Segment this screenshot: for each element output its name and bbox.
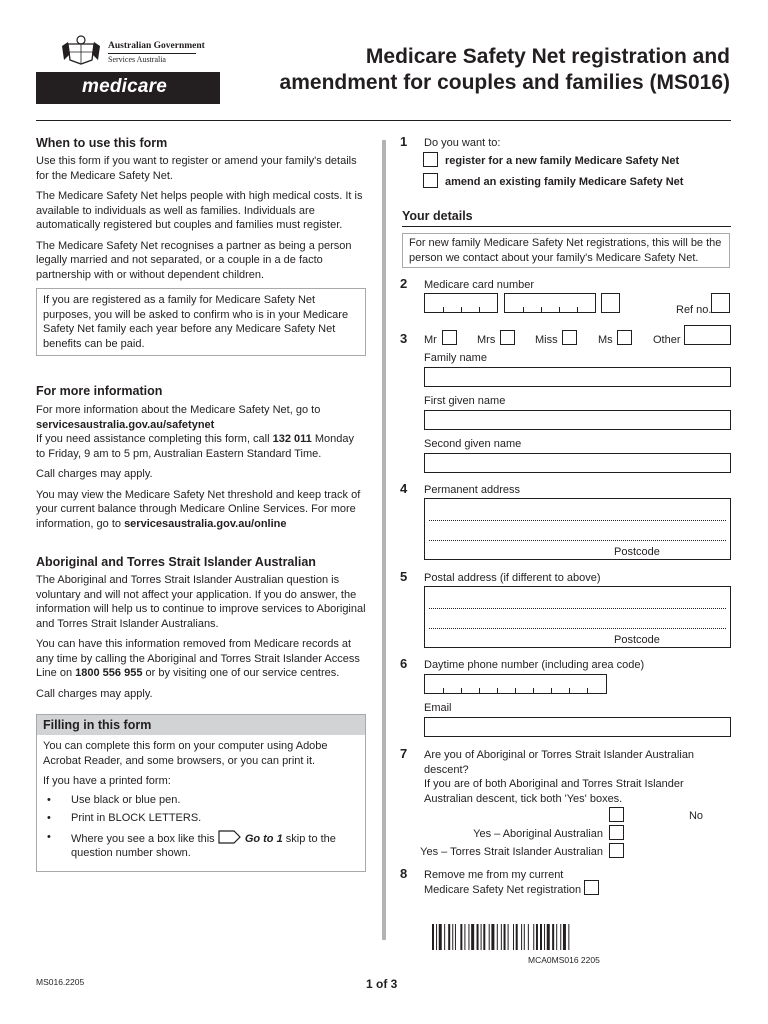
question-2-number: 2 [400, 276, 408, 291]
gov-name: Australian Government [108, 41, 205, 51]
question-6-number: 6 [400, 656, 408, 671]
register-new-label: register for a new family Medicare Safety Net [445, 155, 680, 167]
question-2-label: Medicare card number [424, 279, 535, 291]
medicare-card-field-2[interactable] [504, 293, 596, 313]
second-name-label: Second given name [424, 438, 522, 450]
safetynet-link[interactable]: servicesaustralia.gov.au/safetynet [36, 418, 215, 431]
filling-paragraph-1: You can complete this form on your computer using Adobe Acrobat Reader, and some browsers, or you can print it. [43, 740, 328, 767]
filling-paragraph-2: If you have a printed form: [43, 775, 171, 787]
title-miss-checkbox[interactable] [562, 330, 577, 345]
atsi-torres-label: Yes – Torres Strait Islander Australian [420, 846, 603, 858]
question-1-number: 1 [400, 134, 408, 149]
details-rule [402, 226, 731, 227]
barcode-icon [432, 924, 702, 950]
title-other-label: Other [653, 334, 681, 346]
permanent-address-label: Permanent address [424, 484, 520, 496]
atsi-text-b: or by visiting one of our service centres. [145, 667, 340, 679]
medicare-wordmark: medicare [82, 76, 168, 97]
family-name-label: Family name [424, 352, 487, 364]
more-info-text-a: For more information about the Medicare Safety Net, go to [36, 404, 321, 416]
question-8-number: 8 [400, 866, 408, 881]
when-paragraph-3: The Medicare Safety Net recognises a partner as being a person legally married and not separated, or a couple in a de facto partnership with or without dependent children. [36, 239, 352, 281]
atsi-paragraph-3: Call charges may apply. [36, 687, 153, 700]
form-code: MS016.2205 [36, 977, 85, 987]
when-paragraph-2: The Medicare Safety Net helps people with high medical costs. It is available to individuals as well as families. Individuals are automatically registered but couples and families must register. [36, 190, 363, 231]
gov-divider [108, 53, 196, 54]
title-ms-checkbox[interactable] [617, 330, 632, 345]
first-name-field[interactable] [424, 410, 731, 430]
right-column [400, 130, 731, 965]
phone-label: Daytime phone number (including area code) [424, 659, 645, 671]
atsi-paragraph-1: The Aboriginal and Torres Strait Islander Australian question is voluntary and will not affect your application. If you do answer, the information will help us to continue to improve services to Aboriginal and Torres Strait Islander Australians. [36, 574, 366, 630]
title-mrs-checkbox[interactable] [500, 330, 515, 345]
second-name-field[interactable] [424, 453, 731, 473]
title-miss-label: Miss [535, 334, 558, 346]
title-line-2: amendment for couples and families (MS016) [279, 71, 730, 94]
online-services-text: You may view the Medicare Safety Net threshold and keep track of your current balance through Medicare Online Services. For more information, go to [36, 488, 361, 530]
email-field[interactable] [424, 717, 731, 737]
when-heading: When to use this form [36, 136, 168, 150]
column-divider [382, 140, 386, 940]
remove-registration-checkbox[interactable] [584, 880, 599, 895]
page-title [280, 44, 730, 96]
title-line-1: Medicare Safety Net registration and [365, 45, 730, 68]
phone-field[interactable] [424, 674, 607, 694]
barcode-text: MCA0MS016 2205 [528, 955, 600, 965]
filling-b3-text-b: skip to the question number shown. [71, 832, 336, 859]
medicare-brand [36, 72, 220, 104]
atsi-aboriginal-checkbox[interactable] [609, 825, 624, 840]
family-name-field[interactable] [424, 367, 731, 387]
filling-box [36, 714, 366, 872]
atsi-aboriginal-label: Yes – Aboriginal Australian [473, 828, 603, 840]
goto-arrow-icon [218, 830, 242, 844]
more-info-paragraph-2: Call charges may apply. [36, 468, 153, 480]
remove-label-line-2: Medicare Safety Net registration [424, 884, 582, 896]
remove-label-line-1: Remove me from my current [424, 869, 564, 881]
title-other-field[interactable] [684, 325, 731, 345]
postal-address-label: Postal address (if different to above) [424, 572, 601, 584]
postal-postcode-label: Postcode [614, 634, 660, 646]
when-note-box [36, 288, 366, 356]
ref-no-field[interactable] [711, 293, 730, 313]
medicare-card-field-1[interactable] [424, 293, 498, 313]
permanent-address-field[interactable] [424, 498, 731, 560]
more-info-text-c: Monday to Friday, 9 am to 5 pm, Australian Eastern Standard Time. [36, 433, 354, 460]
when-note-text: If you are registered as a family for Medicare Safety Net purposes, you will be asked to confirm who is in your Medicare Safety Net family each year before any Medicare Safety Net benefits can be paid. [43, 294, 349, 350]
gov-logo [36, 32, 221, 104]
details-note-box [402, 233, 730, 268]
question-1-label: Do you want to: [424, 137, 501, 149]
question-4-number: 4 [400, 481, 408, 496]
goto-label: Go to 1 [244, 832, 283, 845]
question-7-number: 7 [400, 746, 408, 761]
title-mrs-label: Mrs [477, 334, 496, 346]
atsi-heading: Aboriginal and Torres Strait Islander Australian [36, 555, 316, 569]
more-info-paragraph-1 [36, 403, 366, 461]
atsi-question-hint: If you are of both Aboriginal and Torres Strait Islander Australian descent, tick both 'Yes' boxes. [424, 778, 684, 805]
atsi-no-checkbox[interactable] [609, 807, 624, 822]
agency-name: Services Australia [108, 55, 166, 64]
first-name-label: First given name [424, 395, 506, 407]
atsi-no-label: No [688, 810, 703, 822]
medicare-card-field-3[interactable] [601, 293, 620, 313]
your-details-heading: Your details [402, 209, 473, 223]
atsi-phone: 1800 556 955 [75, 667, 143, 679]
when-paragraph-1: Use this form if you want to register or amend your family's details for the Medicare Safety Net. [36, 155, 357, 182]
more-info-text-b: If you need assistance completing this form, call [36, 433, 270, 445]
email-label: Email [424, 702, 452, 714]
question-5-number: 5 [400, 569, 408, 584]
atsi-torres-checkbox[interactable] [609, 843, 624, 858]
atsi-question-label: Are you of Aboriginal or Torres Strait Islander Australian descent? [424, 749, 695, 776]
postal-address-field[interactable] [424, 586, 731, 648]
question-3-number: 3 [400, 331, 408, 346]
details-note-text: For new family Medicare Safety Net registrations, this will be the person we contact about your family's Medicare Safety Net. [409, 237, 722, 264]
header-rule [36, 120, 731, 121]
amend-existing-checkbox[interactable] [423, 173, 438, 188]
title-mr-label: Mr [424, 334, 437, 346]
ref-no-label: Ref no. [676, 304, 712, 316]
atsi-text-a: You can have this information removed from Medicare records at any time by calling the Aboriginal and Torres Strait Islander Access Line on [36, 638, 360, 679]
register-new-checkbox[interactable] [423, 152, 438, 167]
filling-heading: Filling in this form [37, 715, 365, 735]
more-info-heading: For more information [36, 384, 163, 398]
filling-bullet-1: • Use black or blue pen. [43, 793, 359, 808]
filling-list [43, 793, 359, 861]
coat-of-arms-icon [60, 32, 102, 66]
title-mr-checkbox[interactable] [442, 330, 457, 345]
assistance-phone: 132 011 [272, 433, 312, 445]
title-ms-label: Ms [598, 334, 613, 346]
atsi-paragraph-2 [36, 637, 366, 681]
filling-bullet-3 [43, 830, 359, 861]
more-info-paragraph-3 [36, 488, 366, 532]
filling-b3-text-a: Where you see a box like this [71, 832, 215, 845]
page-number: 1 of 3 [366, 977, 398, 991]
online-link[interactable]: servicesaustralia.gov.au/online [124, 517, 287, 530]
left-column [36, 135, 366, 872]
filling-bullet-2: • Print in BLOCK LETTERS. [43, 811, 359, 826]
permanent-postcode-label: Postcode [614, 546, 660, 558]
amend-existing-label: amend an existing family Medicare Safety Net [445, 176, 684, 188]
